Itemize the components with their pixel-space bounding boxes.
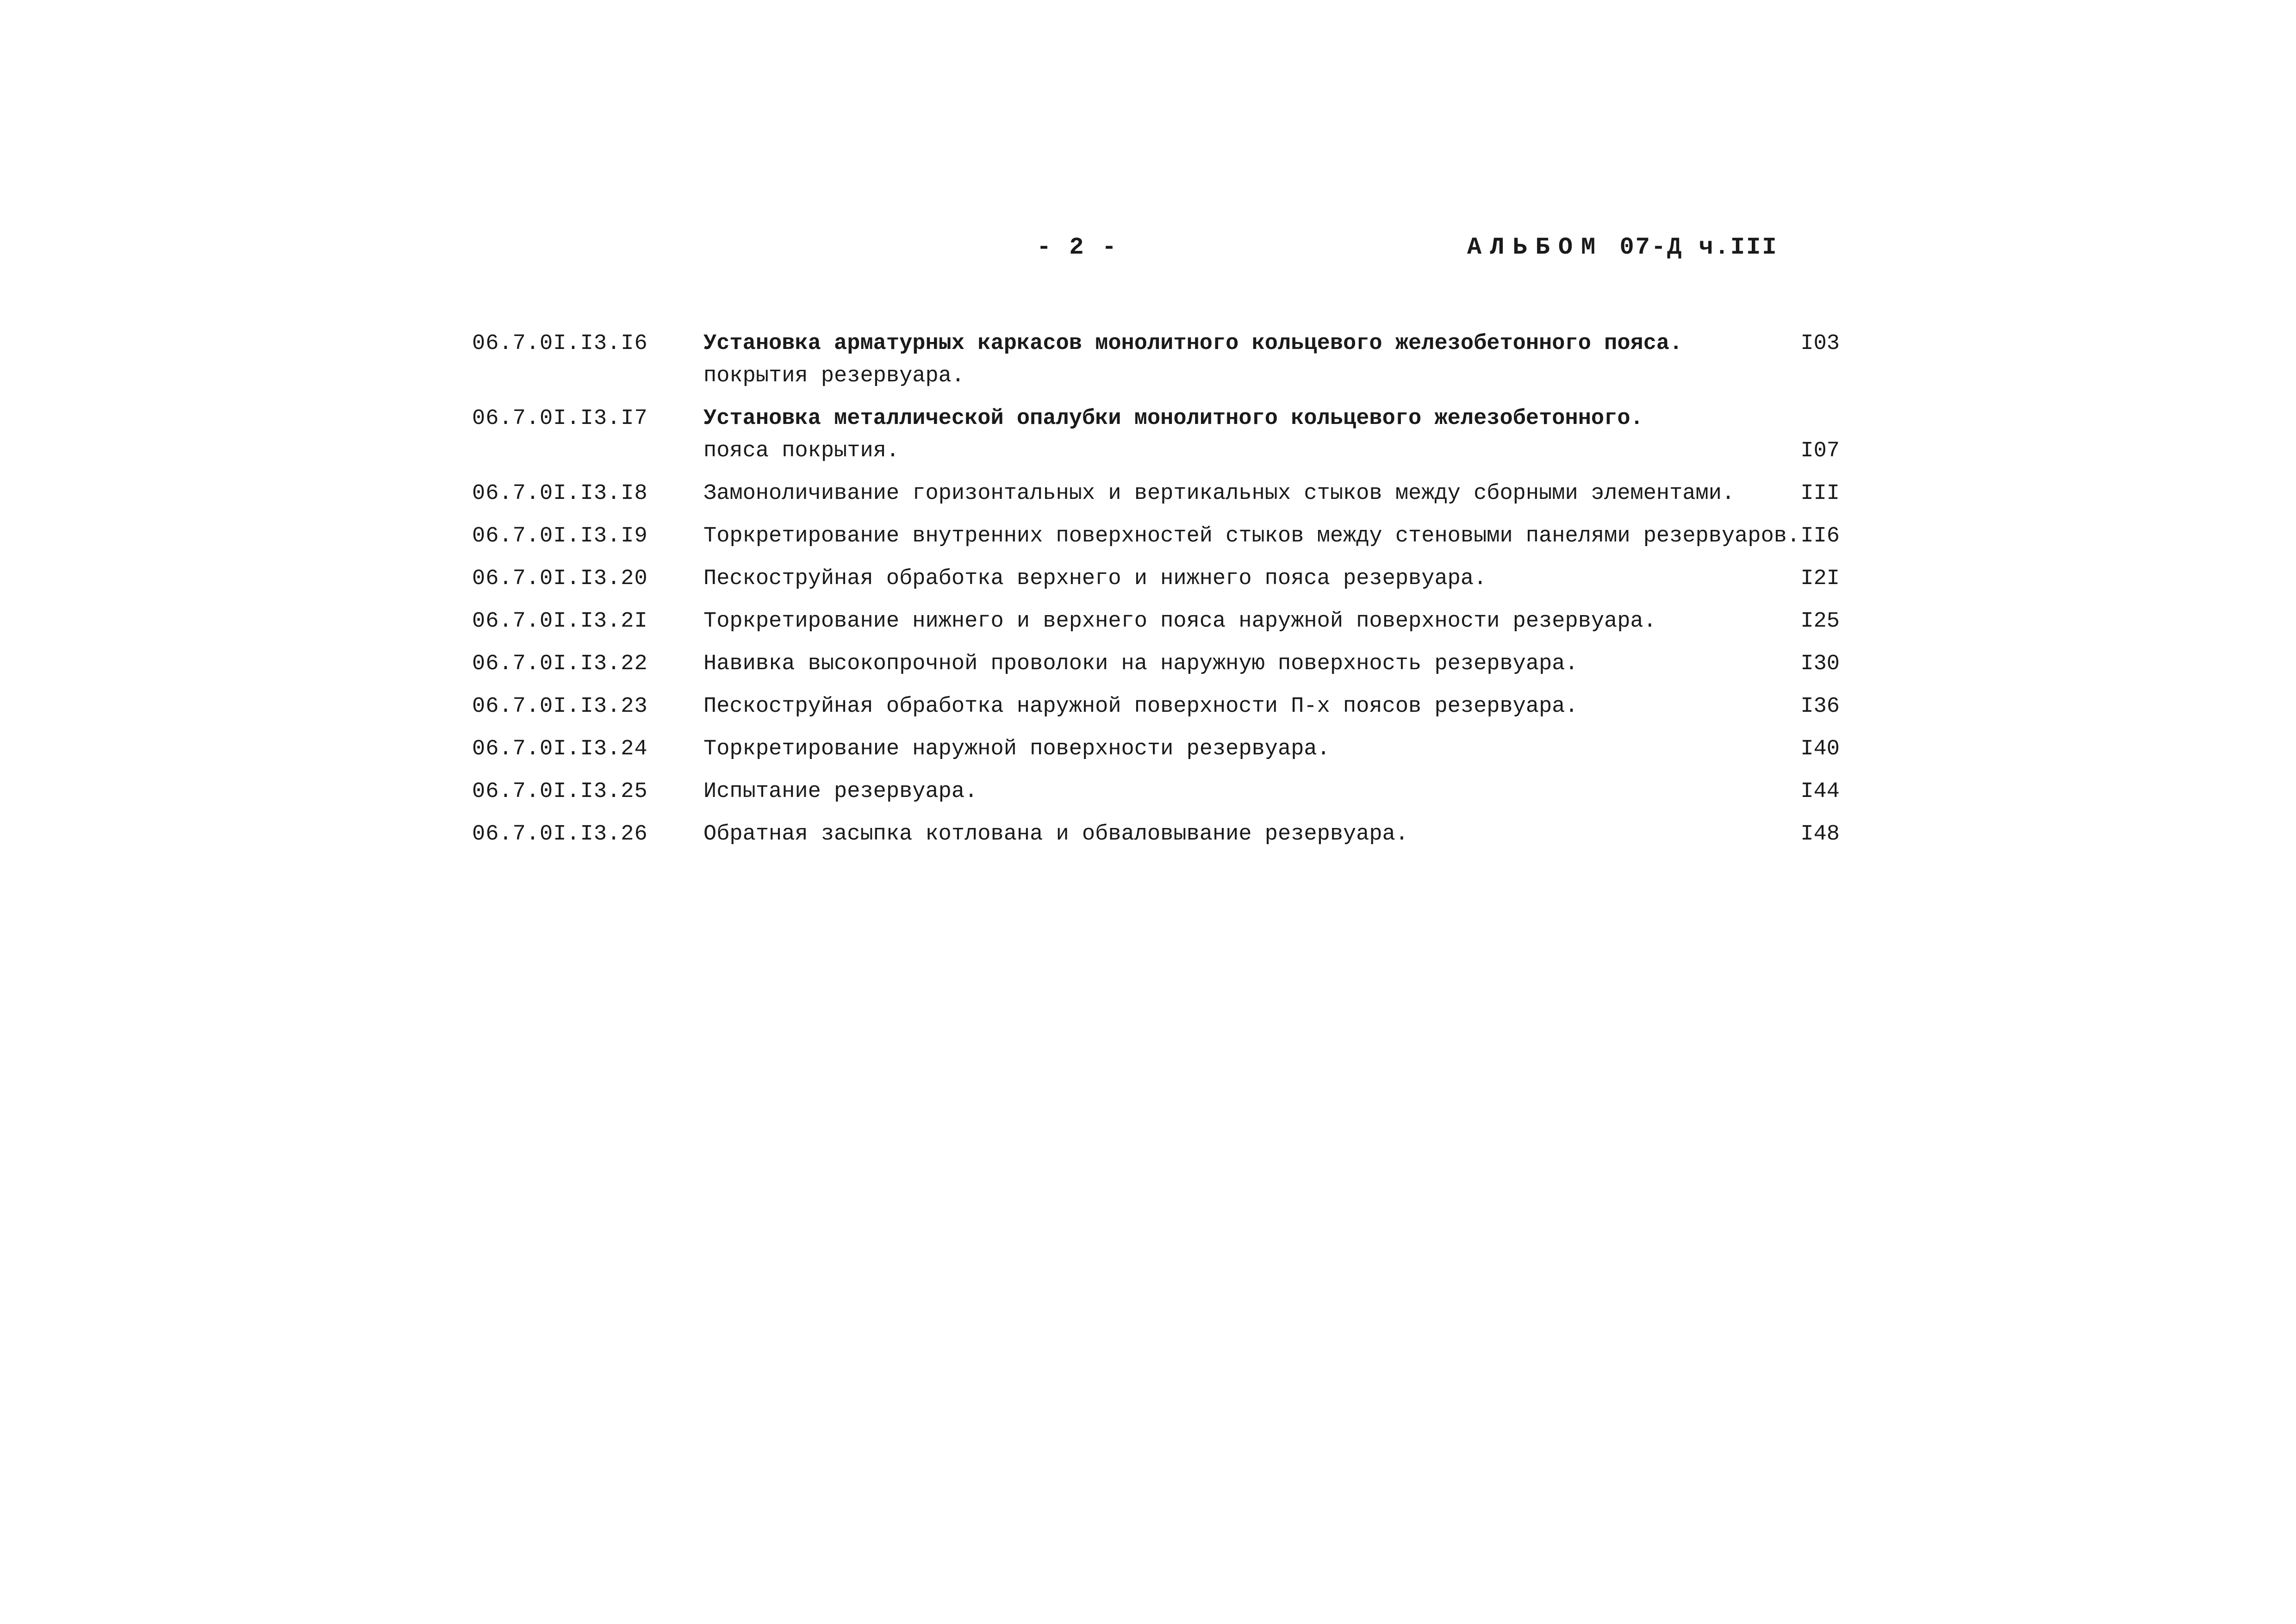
toc-title-line: Торкретирование нижнего и верхнего пояса наружной поверхности резервуара. [703, 609, 1656, 634]
toc-row [472, 478, 1840, 510]
toc-row [472, 563, 1840, 595]
toc-title [703, 648, 1840, 680]
toc-code: 06.7.0I.I3.2I [472, 609, 648, 634]
toc-code: 06.7.0I.I3.26 [472, 822, 648, 846]
toc-title [703, 478, 1840, 510]
toc-title-line: Установка арматурных каркасов монолитного кольцевого железобетонного пояса. [703, 331, 1683, 356]
album-header [1467, 234, 1778, 261]
toc-page-number: I36 [1800, 694, 1840, 719]
toc-title [703, 691, 1840, 723]
album-part: ч.III [1699, 234, 1778, 261]
toc-code: 06.7.0I.I3.23 [472, 694, 648, 719]
toc-page-number: II6 [1800, 524, 1840, 548]
toc-title [703, 328, 1840, 392]
toc-title-line: Навивка высокопрочной проволоки на наружную поверхность резервуара. [703, 652, 1578, 676]
toc-title-line: Замоноличивание горизонтальных и вертикальных стыков между сборными элементами. [703, 481, 1735, 506]
toc-code: 06.7.0I.I3.I8 [472, 481, 648, 506]
toc-title [703, 818, 1840, 851]
toc-title-line: Установка металлической опалубки монолитного кольцевого железобетонного. [703, 406, 1643, 431]
toc-row [472, 733, 1840, 765]
toc-title-line: пояса покрытия. [703, 439, 900, 463]
toc-page-number: I40 [1800, 737, 1840, 761]
toc-title [703, 563, 1840, 595]
table-of-contents [472, 328, 1840, 861]
toc-title-line: Обратная засыпка котлована и обваловывание резервуара. [703, 822, 1409, 846]
toc-code: 06.7.0I.I3.I6 [472, 331, 648, 356]
toc-code: 06.7.0I.I3.25 [472, 779, 648, 804]
toc-page-number: I2I [1800, 566, 1840, 591]
album-code: 07-Д [1619, 234, 1683, 261]
toc-row [472, 691, 1840, 723]
toc-page-number: I30 [1800, 652, 1840, 676]
toc-title [703, 776, 1840, 808]
toc-page-number: I03 [1800, 331, 1840, 356]
toc-row [472, 403, 1840, 467]
toc-page-number: I25 [1800, 609, 1840, 634]
toc-row [472, 605, 1840, 638]
toc-row [472, 648, 1840, 680]
toc-page-number: I48 [1800, 822, 1840, 846]
toc-row [472, 818, 1840, 851]
toc-row [472, 776, 1840, 808]
toc-title [703, 605, 1840, 638]
toc-title-line: Торкретирование внутренних поверхностей стыков между стеновыми панелями резервуаров. [703, 524, 1800, 548]
toc-title-line: Торкретирование наружной поверхности резервуара. [703, 737, 1330, 761]
toc-row [472, 520, 1840, 553]
toc-title-line: Испытание резервуара. [703, 779, 978, 804]
toc-title-line: Пескоструйная обработка верхнего и нижнего пояса резервуара. [703, 566, 1487, 591]
page-number: - 2 - [1037, 234, 1119, 261]
toc-title [703, 733, 1840, 765]
toc-title [703, 403, 1840, 467]
toc-page-number: I44 [1800, 779, 1840, 804]
toc-row [472, 328, 1840, 392]
toc-code: 06.7.0I.I3.I9 [472, 524, 648, 548]
toc-code: 06.7.0I.I3.22 [472, 652, 648, 676]
toc-title-line: Пескоструйная обработка наружной поверхности П-х поясов резервуара. [703, 694, 1578, 719]
toc-code: 06.7.0I.I3.20 [472, 566, 648, 591]
toc-page-number: I07 [1800, 439, 1840, 463]
album-word: АЛЬБОМ [1467, 234, 1604, 261]
toc-code: 06.7.0I.I3.I7 [472, 406, 648, 431]
toc-title [703, 520, 1840, 553]
toc-code: 06.7.0I.I3.24 [472, 737, 648, 761]
toc-title-line: покрытия резервуара. [703, 364, 965, 388]
toc-page-number: III [1800, 481, 1840, 506]
